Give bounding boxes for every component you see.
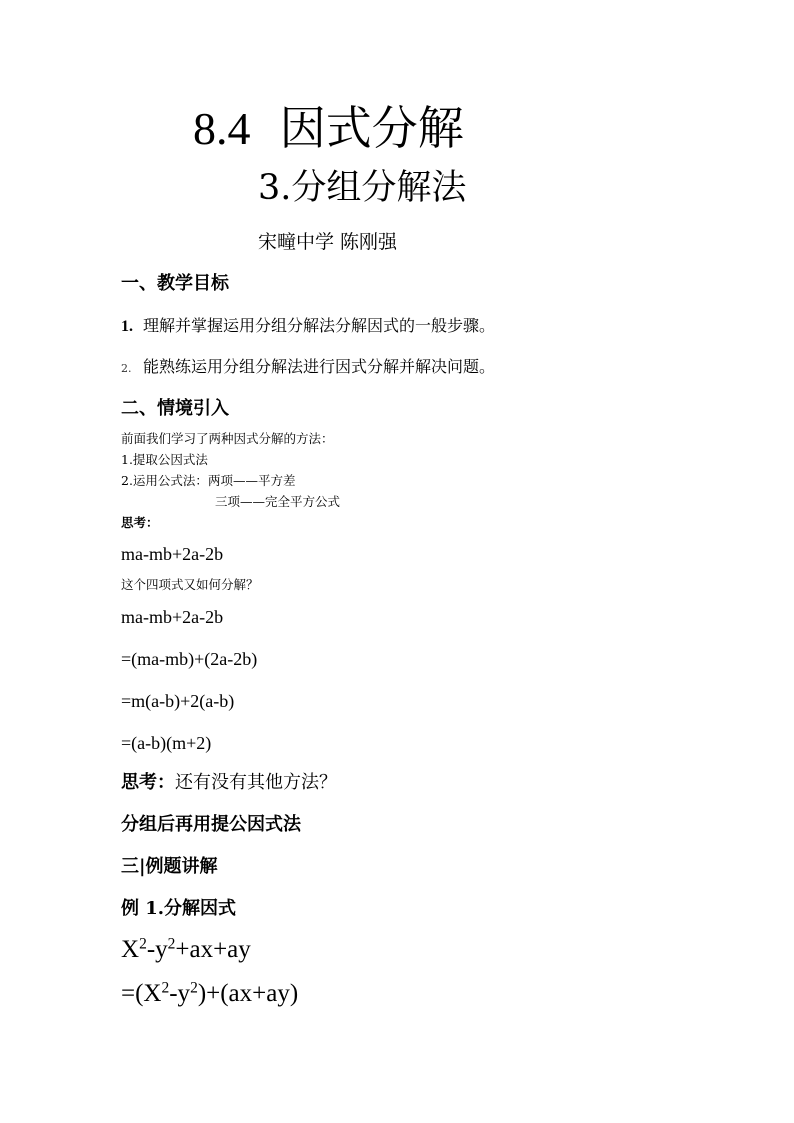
objective-number: 2. [121,362,132,375]
title-number: 8.4 [193,103,251,154]
section-heading-intro: 二、情境引入 [121,398,229,419]
intro-text: 前面我们学习了两种因式分解的方法： [121,431,334,446]
exponent: 2 [167,935,176,953]
example-line-2 [121,978,298,1010]
objective-item-2 [121,356,495,380]
solution-step-3: =m(a-b)+2(a-b) [121,691,235,711]
solution-step-2: =(ma-mb)+(2a-2b) [121,649,258,669]
method-2-prefix: 2.运用公式法： [121,473,208,488]
term-rest: )+(ax+ay) [197,980,299,1007]
exponent: 2 [190,979,198,997]
author-line: 宋疃中学 陈刚强 [258,231,398,253]
section-heading-objectives: 一、教学目标 [121,273,229,294]
objective-text: 理解并掌握运用分组分解法分解因式的一般步骤。 [143,316,496,335]
objective-number: 1. [121,318,133,335]
method-2-two-terms: 两项——平方差 [207,473,296,488]
think-2-text: 还有没有其他方法？ [175,772,337,793]
objective-text: 能熟练运用分组分解法进行因式分解并解决问题。 [143,357,496,376]
think-label: 思考： [121,515,159,530]
think-2 [121,771,337,795]
exponent: 2 [139,935,147,953]
page-title [193,100,464,157]
term-y: -y [146,936,168,963]
term-rest: +ax+ay [175,936,251,963]
term-y: -y [169,980,191,1007]
section-heading-examples: 三|例题讲解 [121,856,218,877]
method-2 [121,472,295,490]
method-2-three-terms: 三项——完全平方公式 [215,494,341,509]
exponent: 2 [161,979,170,997]
conclusion: 分组后再用提公因式法 [121,814,301,835]
method-1: 1.提取公因式法 [121,452,208,467]
term-x: X [121,936,140,963]
term-x: =(X [121,980,162,1007]
title-text: 因式分解 [279,101,464,155]
think-2-label: 思考： [121,772,175,793]
example-line-1 [121,934,251,966]
subtitle: 3.分组分解法 [258,168,467,208]
solution-step-4: =(a-b)(m+2) [121,733,212,753]
solution-step-1: ma-mb+2a-2b [121,607,224,627]
expression: ma-mb+2a-2b [121,544,224,564]
question-text: 这个四项式又如何分解？ [121,577,259,592]
objective-item-1 [121,315,495,338]
example-title: 例 1.分解因式 [121,898,237,919]
